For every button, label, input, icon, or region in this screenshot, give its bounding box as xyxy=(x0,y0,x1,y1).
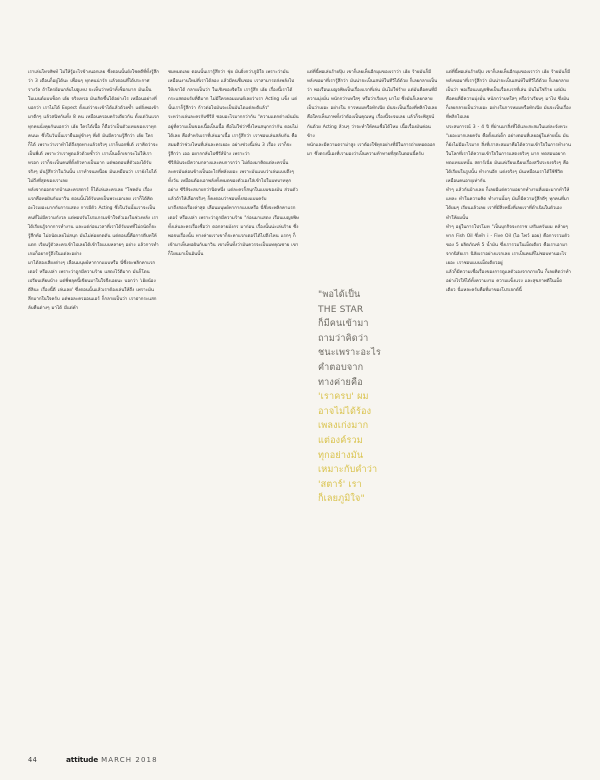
pull-quote xyxy=(318,288,412,507)
paragraph: ชมหมดเลย ตอนนั้นเรารู้สึกว่า ชุ่ย มันยิ่งกว่าภูมิใจ เพราะว่ามันเหมือนงานใหม่ที่เราได้ลอง แล้วมีคนชื่นชอบ เราสามารถส่งพลังไปให้เขาได้ กลายเป็นว่า ในเชิงของจิตใจ เรารู้สึก เฮ้ย เรื่องนี้เราได้กระแสตอบรับที่ดีมาก ไม่มีใครคอมเมนต์เลยว่าเรา Acting แข็ง แต่นั้นเราก็รู้สึกว่า ก้าวต่อไปมันจะเป็นบันไดแต่ละดีแล้ว" xyxy=(168,70,298,112)
pull-quote-line: เพลงเก่งมาก xyxy=(318,421,369,432)
pull-quote-line: "พอได้เป็น xyxy=(318,290,361,300)
pull-quote-line: คำตอบจาก xyxy=(318,362,364,373)
text-column-4 xyxy=(446,68,571,295)
pull-quote-line: ถามว่าคิดว่า xyxy=(318,333,369,344)
pull-quote-line: ชนะเพราะอะไร xyxy=(318,348,381,359)
page-number: 44 xyxy=(28,756,38,764)
text-column-2 xyxy=(168,68,299,259)
text-column-1 xyxy=(28,68,159,314)
pull-quote-line: อาจไม่ได้ร้อง xyxy=(318,406,372,417)
paragraph: ทำๆ อยู่ในการโปรโมท "เป็นบุกกิจจะกราช เสริมครับผม คล้ายๆ หาก Fish Oil ซึ่งทำ i - Five Oil (ไอ ไฟว์ ออย) คือการรวมตัวของ 5 ผลิตภัณฑ์ 5 น้ำมัน ซึ่งเรารวมในเม็ดเดียว คือเราเอามาจากนิสัยเรา นิสัยเราอย่างแรกเลย เราเป็นคนที่ไม่ชอบทานอะไรเยอะ เราชอบแบบเม็ดเดียวอยู่ xyxy=(446,224,570,266)
paragraph: หนักและมีความดราม่าสูง เราต้องใช้ทุกอย่างที่มีในการถ่ายทอดออกมา ซึ่งตรงนี้เองที่เรามองว่าเป็นความท้าทายที่สุดในตอนนี้ครับ xyxy=(307,142,436,157)
paragraph: มาถึงสองเรื่องล่าสุด เลือนมนุษย์หากากแบบหรือ นี่ซึ่งจะพลิกคาแรกเตอร์ หรือเปล่า เพราะว่าถูกมีความร้าย "ก่อนมาแสดง เรือนเบญจพิษ ทั้งเล่นละครเรื่องชื่อว่า ดอกลายมังกร มาก่อน เรื่องนั้นน่ะเล่นร้าย ซึ่งพอจบเรื่องนั้น ทางค่ายเราเขาก็จะคาแรกเตอร์ได้ไปถึงไหน แรกๆ ก็เข้ามาเห็นทอฝันกับมาวิน เขาเห็นทั้งว่ามันควรจะเป็นบทคุณชาย เขาก็โยนมาเป็นอันนั้น xyxy=(168,206,299,257)
pull-quote-line: ทุกอย่างมัน xyxy=(318,450,364,461)
paragraph: แต่ที่นี้พอเล่นร้ายปุ๊บ เขาก็เลยเห็นอีกมุมของเราว่า เฮ้ย ร้ายมันก็มีหลังขอมาที่เรารู้สึกว่า มันน่าจะเป็นเสน่ห์ในทีวีได้ด้วย ก็เลยกลายเป็นว่า พอเรือนเบญจพิษเป็นเรื่องแรกที่เล่น มันไม่ใช่ร้าย แต่มันคือคนที่มีความมุ่งมั่น หนักกว่าบทใสๆ หรือว่าเรียบๆ มาไป ซึ่งมันก็เลยกลายเป็นว่าเยอะ อย่างใน การหมมหรือทักเนีย มันจะเป็นเรื่องที่พลิกไปเลย คือใครเห็นภาพทั้งว่าต้องเป็นคุณหนู เรื่องนี้จะจบเลย แล้วก็จะพิสูจน์กันด้วย Acting ล้วนๆ ว่าจะทำให้คนเชื่อได้ไหม เนื้อเรื่องมันค่อนข้าง xyxy=(307,70,438,139)
paragraph: ระหว่างเล่นละครกับซีรีส์ ชอบอะไรมากกว่ากัน "ความแตกต่างมันมันอยู่ที่ความเป็นของเนื้อเป็นเนื้อ คือไม่ใช่ว่าซึ่งไหนสนุกกว่ากัน ตอบไม่ได้เลย คือสำหรับเราที่เล่นมาเนื้อ เรารู้สึกว่า เราชอบเล่นสลับกัน คือสมมติว่าช่วงไหนที่เล่นละครเยอะ อย่างช่วงนี้เล่น 3 เรื่อง เราก็จะรู้สึกว่า เออ อยากกลับไปซีรีส์บ้าง เพราะว่า xyxy=(168,115,299,157)
paragraph: หลังจากออกจากบ้านละครสตาร์ ก็ได้เล่นละครเลย "โชคดับ เรื่องแรกคือทอฝันกับมาวิน ตอนนั้นได้รับบทเป็นพระเอกเลย เราก็ได้คิดอะไรเยอะมากกับการแสดง การมีตัว Acting ซึ่งในวันนั้นเราจะเป็นคนที่ไม่มีความกังวล แต่พอปรับโปรแกรมเข้าใจตัวเองในช่วงหลัง เราได้เรียนรู้จากการทำงาน และแต่ก่อนเวลาที่เราได้รับบทที่ไม่ถนัดก็จะรู้สึกท้อ ไม่ถนัดเลยไม่สนุก มันไม่ค่อยกดดัน แต่ตอนนี้คือการตีบทให้แตก เรียนรู้ตัวละครเข้าไปเลยได้เข้าใจแบบหลายๆ อย่าง แล้วการทำเกมก็อยากรู้ถึงในแต่ละอย่าง xyxy=(28,188,159,257)
paragraph: เราเล่นโทรศัพท์ ไม่ให้รู้อะไรข้างนอกเลย ซึ่งตอนนั้นยังโชคดีที่ทั้งรู้สึกว่า 3 เดือนก็อยู่ได้นะ เพื่อนๆ ทุกคนน่ารัก แล้วตอนที่ได้ประกาศรางวัล ถ้าใครย้อนกลับไปดูเทป จะเห็นว่าหน้าทั้งช็อกมาก มันเป็นโมเมนต์แบบช็อก เฮ้ย จริงเหรอ มันเกิดขึ้นได้อย่างไร เหมือนอย่างที่บอกว่า เราไม่ได้ Expect ตั้งแต่ว่าจะเข้าได้แล้วด้วยซ้ำ แต่ยิ่งพอเข้ามาดีกๆ แล้วสนิทกันทั้ง 8 คน เหมือนครอบครัวเดียวกัน ตั้งแต่วันแรก ทุกคนนั่งคุยกันบอกว่า เฮ้ย ใครได้เนื้อ ก็ถือว่าเป็นตัวแทนของเราทุกคนนะ ซึ่งในวันนั้นเรายืนอยู่ข้างๆ พี่เต้ มันมีความรู้สึกว่า เฮ้ย ใครก็ได้ เพราะว่าเราทำได้ถึงสุดทางแล้วจริงๆ เราก็บอกพี่เต้ เราคิดว่าจะเป็นพี่เต้ เพราะว่าเราพูดแล้วด้วยซ้ำว่า เราเป็นเด็กเขาจะไม่ให้เราหรอก เราก็จะเป็นคนที่ตั้งตัวทางเป็นมาก แต่พอตอนที่ตัวเองได้รับจริงๆ มันรู้สึกว่าในวันนั้น เราทำจนเหนื่อย มันเหมือนว่า เรายังไปได้ไม่ถึงที่สุดของเราเลย xyxy=(28,70,159,185)
paragraph: มาได้สองเสียงต่างๆ เลือนมนุษย์หากากแบบหรือ นี่ซึ่งจะพลิกคาแรกเตอร์ หรือเปล่า เพราะว่าถูกมีความร้าย แสดงไว้ดีมาก มันก็โดนเปรียบเทียบบ้าง แต่พี่ฟลุคนี้เขียนมาในใจจึงเอยนะ บอกว่า 'เฮ้ยน้อง ดีลินะ เรื่องนี้ดี เล่นเลย' ซึ่งตอนนั้นแล้วเราต้องเล่นให้ถึง เพราะมันลึกมากในใจครับ แต่พอละครออนแอร์ ก็กลายเป็นว่า เราฝากระแสกลับคืนต่างๆ มาได้ มีแต่คำ xyxy=(28,260,157,312)
paragraph: ทำๆ แล้วกันบ้างเลย ก็เลยมีแต่ความอยากทำงานที่เยอะมากทำให้แหละ ทำในความคิด ทำงานนั้นๆ มันก็มีความรู้สึกดีๆ ทุกคนที่มาได้ผมๆ เรียนแล้วเลย เราที่มีสิ่งหนึ่งที่เลยเราที่ดำเนินในตัวเอง ทำให้ผมนั้น xyxy=(446,188,570,221)
paragraph: ประสบการณ์ 3 - 4 ปี ที่ผ่านมาสิ่งที่ได้และสะสมในแต่ละจังหวะ "เยอะมากเลยครับ คือตั้งแต่เด็ก อย่างตอนที่เลยอยู่ในค่ายนั้น มันก็ยังไม่มีอะไรมาก สิ่งที่เราสะสมมาคือได้ความเข้าใจในการทำงาน ในโลกที่เราได้ความเข้าใจในการแสดงจริงๆ มาก ทดสอบอยากทดแทนบทนั้น สตาร์เนี่ย มันแค่เรียบเฉียบเรื่องสวีประจงจริงๆ คือได้เรียบในรูปนั้น ทำงานอีก แต่งจริงๆ มันเหมือนเราได้ใช้ชีวิตเหมือนคนอายุเท่ากัน xyxy=(446,124,571,185)
pull-quote-line: 'สตาร์' เรา xyxy=(318,479,362,490)
pull-quote-line: ก็มีคนเข้ามา xyxy=(318,319,369,330)
pull-quote-line: 'เราครบ' ผม xyxy=(318,392,369,403)
paragraph: ซีรีส์มันจะมีความกลางและคบการกว่า ไม่ต้องมาคิดแต่ละครนั้น ละครมันค่อนข้างเป็นอะไรที่พลังเยอะ เพราะมันแบบว่าเล่นแบบถึงๆ ทั้งวัน เหมือนต้องเอาพลังทั้งหมดของตัวเองใส่เข้าไปในบทบาททุกอย่าง ซีรีส์จะสบายกว่านิดหนึ่ง แต่ละครก็สนุกในแบบของมัน ส่วนตัวแล้วถ้าให้เลือกจริงๆ ก็คงตอบว่าชอบทั้งสองแบบครับ xyxy=(168,160,298,203)
pull-quote-line: ทางค่ายคือ xyxy=(318,377,363,388)
magazine-brand: attitude xyxy=(66,755,99,764)
issue-date: MARCH 2018 xyxy=(101,756,158,764)
pull-quote-line: THE STAR xyxy=(318,304,364,315)
pull-quote-line: ก็เลยภูมิใจ" xyxy=(318,494,365,505)
paragraph: แล้วก็มีความเชื่อเรื่องของการดูแลตัวเองจากภายใน ก็เลยคิดว่าทำอย่างไรให้ได้ทั้งความงาม ความแข็งแรง และสุขภาพดีในเม็ดเดียว นี่แหละครับคือที่มาของโปรเจกต์นี้ xyxy=(446,270,571,294)
pull-quote-line: แต่องค์รวม xyxy=(318,435,363,446)
pull-quote-line: เหมาะกับคำว่า xyxy=(318,465,378,476)
paragraph: แต่ที่นี้พอเล่นร้ายปุ๊บ เขาก็เลยเห็นอีกมุมของเราว่า เฮ้ย ร้ายมันก็มีหลังขอมาที่เรารู้สึกว่า มันน่าจะเป็นเสน่ห์ในทีวีได้ด้วย ก็เลยกลายเป็นว่า พอเรือนเบญจพิษเป็นเรื่องแรกที่เล่น มันไม่ใช่ร้าย แต่มันคือคนที่มีความมุ่งมั่น หนักกว่าบทใสๆ หรือว่าเรียบๆ มาไป ซึ่งมันก็เลยกลายเป็นว่าเยอะ อย่างในการหมมหรือทักเนีย มันจะเป็นเรื่องที่พลิกไปเลย xyxy=(446,70,571,121)
text-column-3 xyxy=(307,68,438,280)
page-footer xyxy=(28,755,158,764)
